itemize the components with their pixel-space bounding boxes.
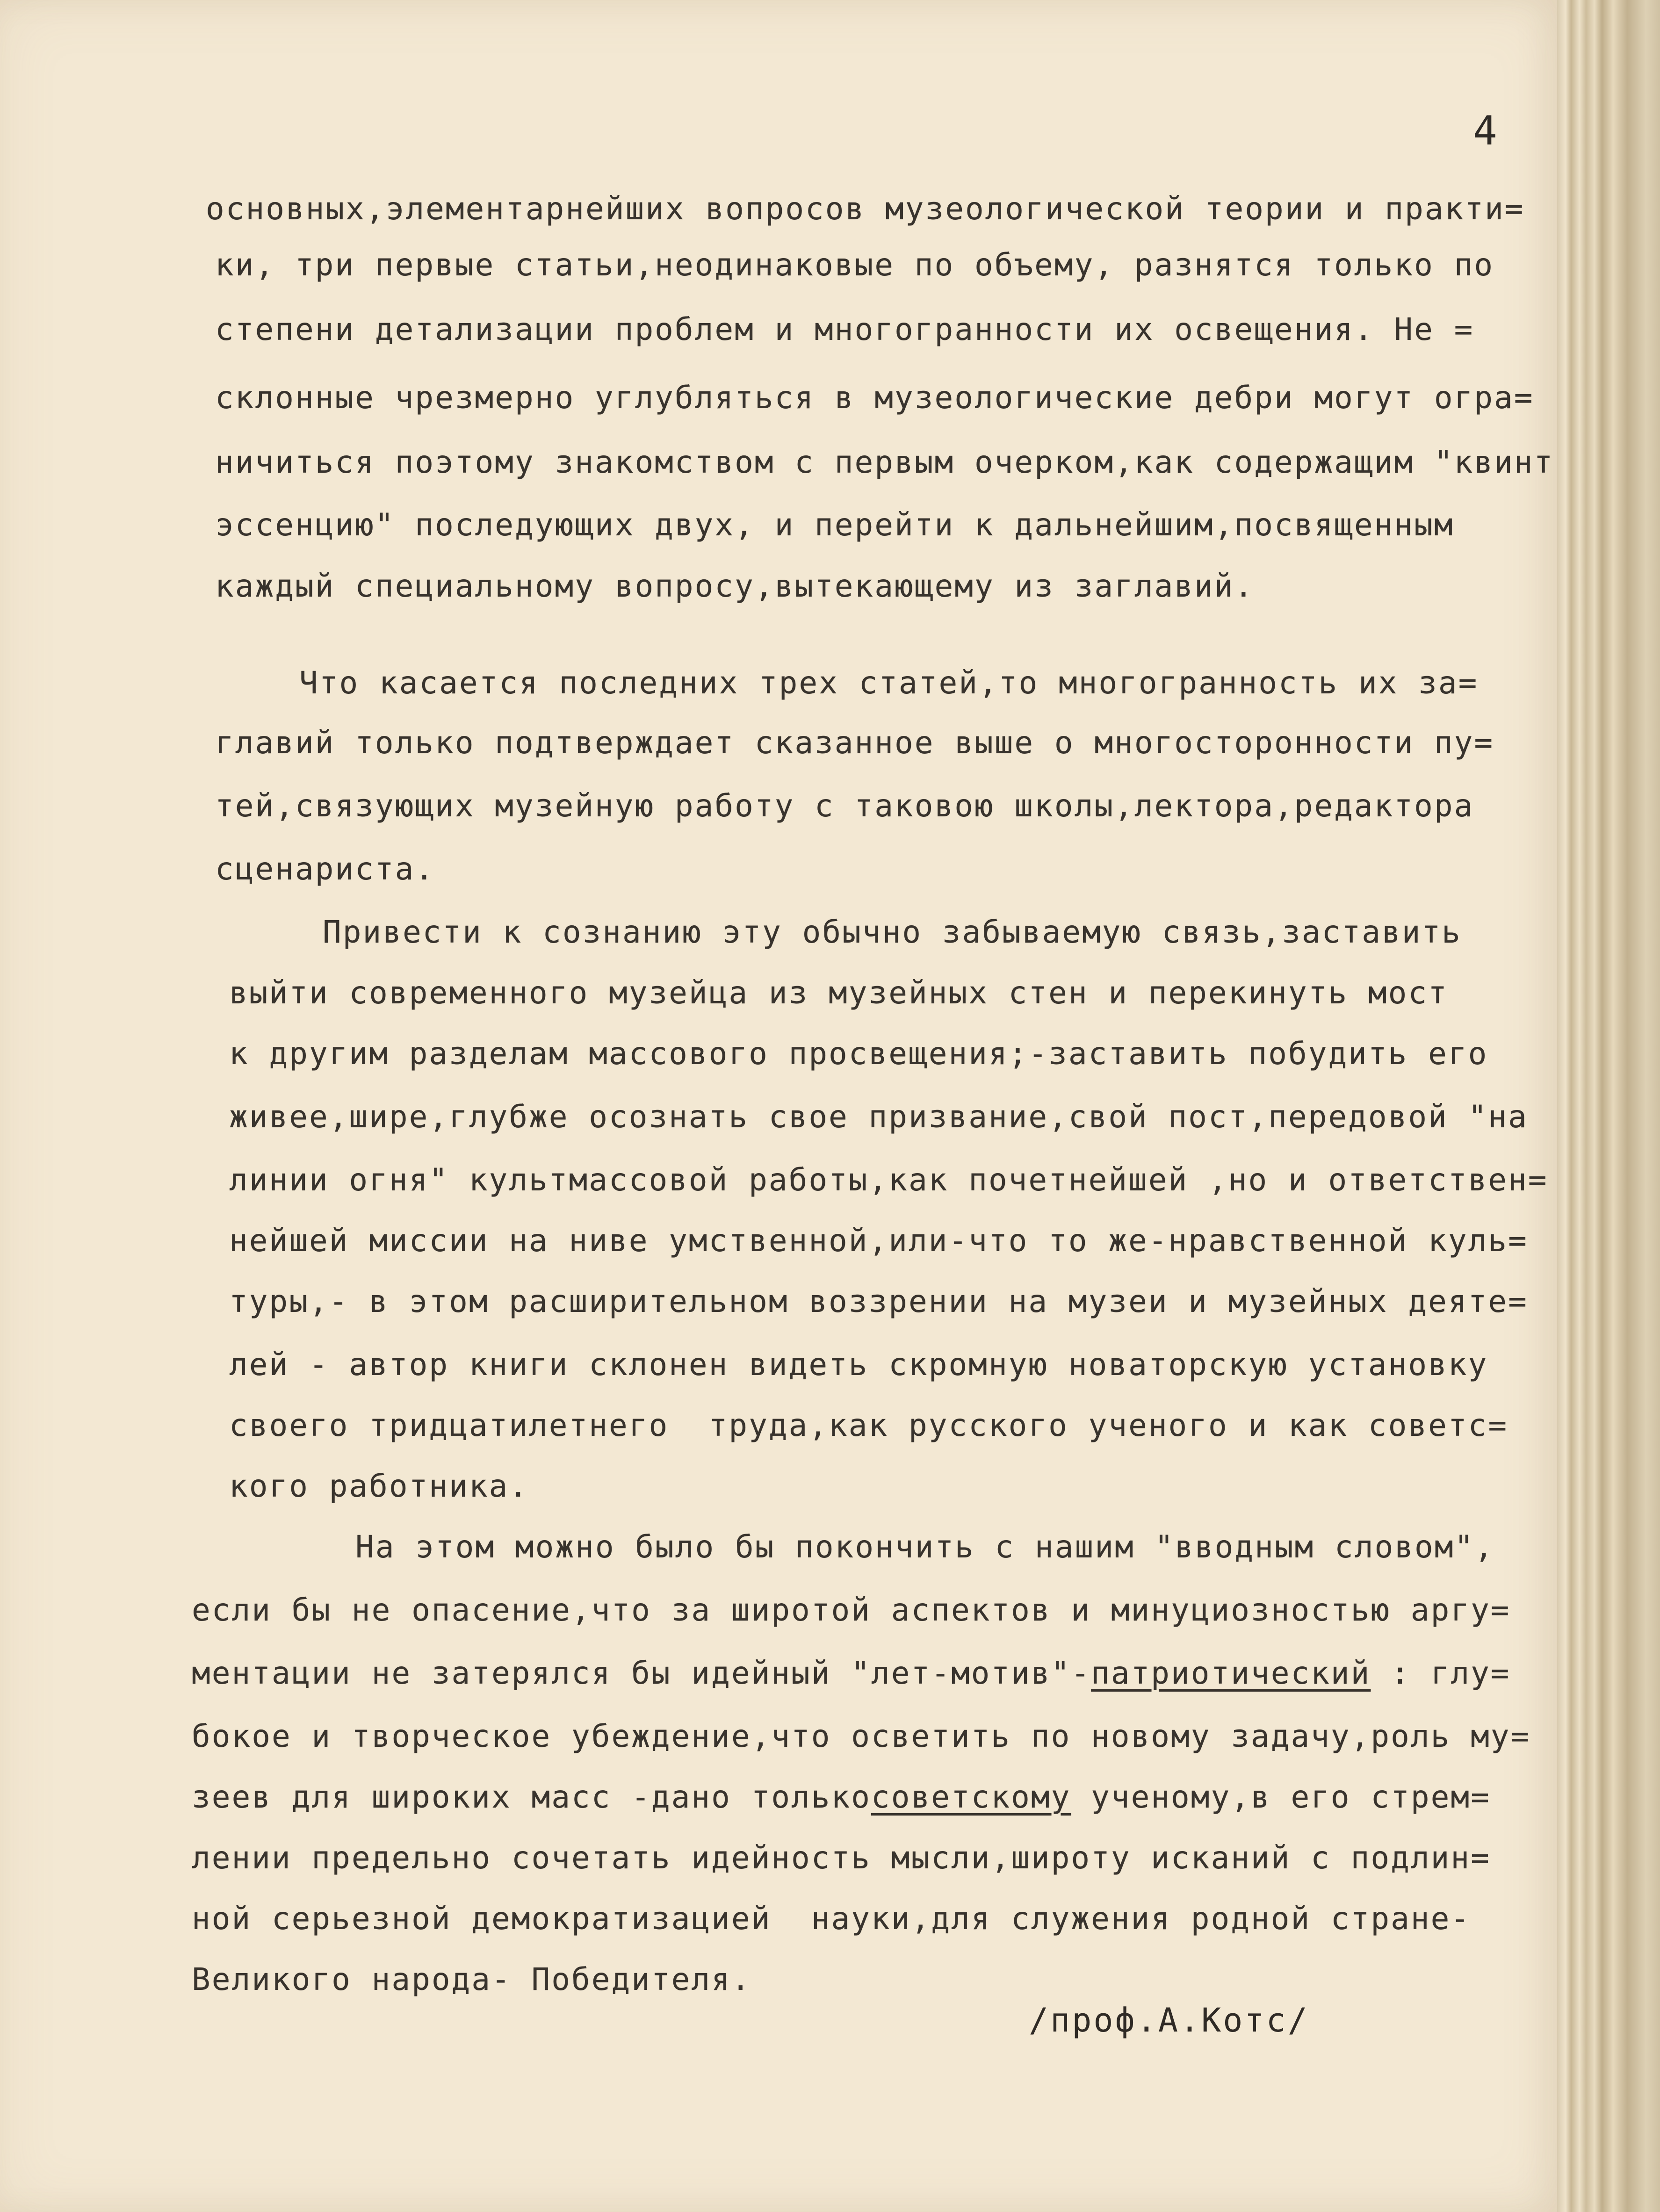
text-line: главий только подтверждает сказанное выше о многосторонности пу= xyxy=(215,725,1494,761)
text-segment: зеев для широких масс -дано только xyxy=(192,1779,872,1815)
text-line: склонные чрезмерно углубляться в музеологические дебри могут огра= xyxy=(215,380,1534,416)
text-line: Привести к сознанию эту обычно забываемую связь,заставить xyxy=(323,914,1462,950)
text-line: ничиться поэтому знакомством с первым очерком,как содержащим "квинт xyxy=(215,444,1554,480)
text-line: каждый специальному вопросу,вытекающему из заглавий. xyxy=(215,568,1255,604)
text-line: эссенцию" последующих двух, и перейти к дальнейшим,посвященным xyxy=(215,507,1454,543)
text-line: На этом можно было бы покончить с нашим "вводным словом", xyxy=(355,1529,1494,1565)
text-line: своего тридцатилетнего труда,как русского ученого и как советс= xyxy=(229,1407,1508,1443)
underlined-word: советскому xyxy=(871,1779,1071,1815)
text-line: линии огня" культмассовой работы,как почетнейшей ,но и ответствен= xyxy=(229,1162,1548,1198)
text-line: степени детализации проблем и многогранности их освещения. Не = xyxy=(215,311,1474,347)
text-segment: : глу= xyxy=(1371,1655,1511,1691)
text-line: нейшей миссии на ниве умственной,или-что то же-нравственной куль= xyxy=(229,1223,1528,1259)
text-line: основных,элементарнейших вопросов музеологической теории и практи= xyxy=(206,191,1525,227)
text-line: Что касается последних трех статей,то многогранность их за= xyxy=(299,665,1479,701)
text-line: кого работника. xyxy=(229,1468,529,1504)
text-line: если бы не опасение,что за широтой аспектов и минуциозностью аргу= xyxy=(192,1592,1511,1628)
text-line: ной серьезной демократизацией науки,для служения родной стране- xyxy=(192,1901,1471,1937)
text-line: выйти современного музейца из музейных стен и перекинуть мост xyxy=(229,975,1448,1011)
underlined-word: патриотический xyxy=(1091,1655,1371,1691)
text-line: туры,- в этом расширительном воззрении на музеи и музейных деяте= xyxy=(229,1283,1528,1319)
signature: /проф.А.Котс/ xyxy=(1029,2001,1309,2039)
text-line: тей,связующих музейную работу с таковою школы,лектора,редактора xyxy=(215,788,1474,824)
text-segment: ученому,в его стрем= xyxy=(1071,1779,1491,1815)
text-line xyxy=(192,1655,1511,1691)
text-line: лей - автор книги склонен видеть скромную новаторскую установку xyxy=(229,1347,1488,1383)
page-number: 4 xyxy=(1473,108,1499,154)
stacked-page-edges xyxy=(1557,0,1660,2212)
text-line: Великого народа- Победителя. xyxy=(192,1961,751,1997)
text-line: живее,шире,глубже осознать свое призвание,свой пост,передовой "на xyxy=(229,1099,1528,1135)
text-line xyxy=(192,1779,1491,1815)
text-line: бокое и творческое убеждение,что осветить по новому задачу,роль му= xyxy=(192,1718,1531,1754)
text-line: лении предельно сочетать идейность мысли,широту исканий с подлин= xyxy=(192,1840,1491,1876)
text-line: сценариста. xyxy=(215,851,435,887)
text-line: ки, три первые статьи,неодинаковые по объему, разнятся только по xyxy=(215,247,1494,283)
text-line: к другим разделам массового просвещения;-заставить побудить его xyxy=(229,1036,1488,1072)
text-segment: ментации не затерялся бы идейный "лет-мотив"- xyxy=(192,1655,1091,1691)
